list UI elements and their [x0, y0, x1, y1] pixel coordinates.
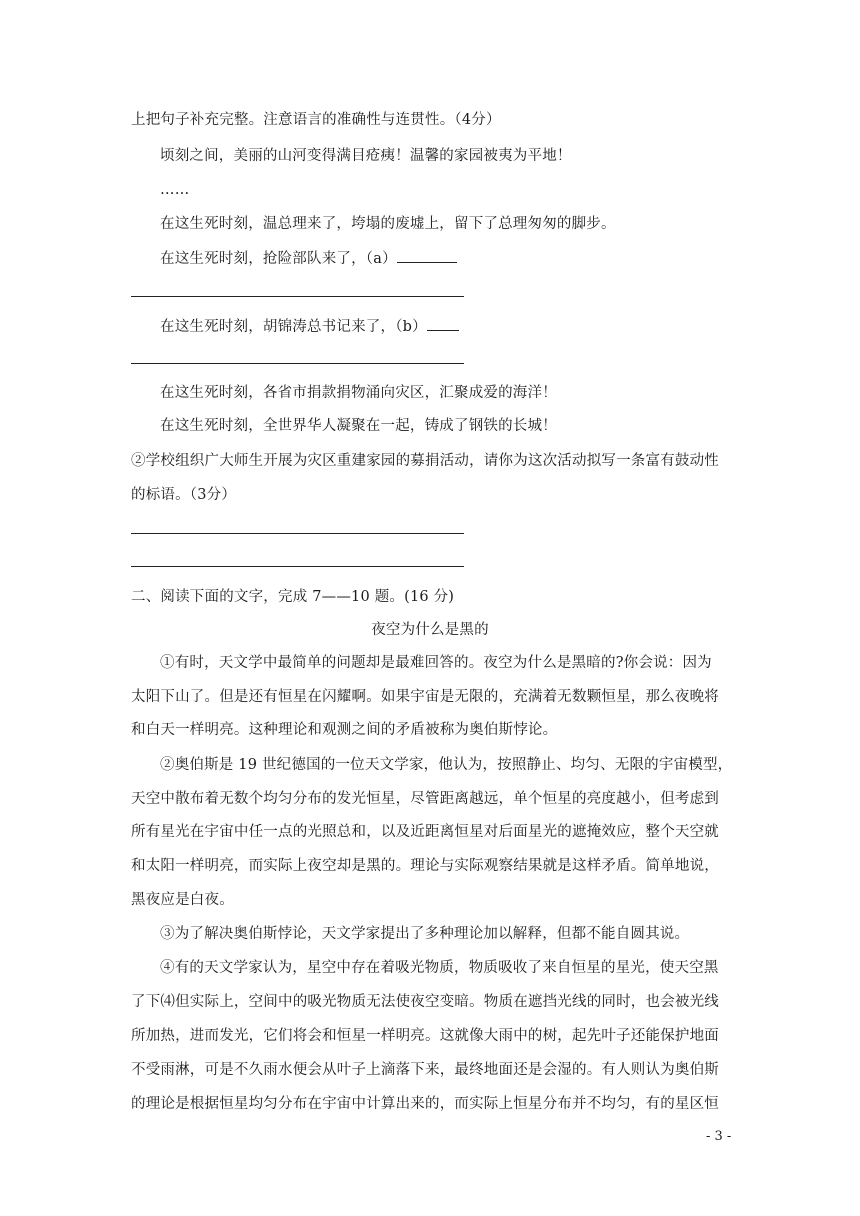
paragraph-3-line-1: ③为了解决奥伯斯悖论，天文学家提出了多种理论加以解释，但都不能自圆其说。 [160, 926, 690, 942]
question-2-line-2: 的标语。（3分） [131, 487, 237, 503]
article-title: 夜空为什么是黑的 [371, 622, 489, 638]
instruction-line: 上把句子补充完整。注意语言的准确性与连贯性。（4分） [131, 112, 501, 128]
poem-ellipsis: …… [160, 182, 190, 198]
question-2-line-1: ②学校组织广大师生开展为灾区重建家园的募捐活动，请你为这次活动拟写一条富有鼓动性 [131, 453, 719, 469]
paragraph-1-line-1: ①有时，天文学中最简单的问题却是最难回答的。夜空为什么是黑暗的?你会说：因为 [160, 655, 712, 671]
poem-line-1: 顷刻之间，美丽的山河变得满目疮痍！温馨的家园被夷为平地！ [160, 148, 572, 164]
poem-line-a [160, 248, 457, 269]
paragraph-2-line-2: 天空中散布着无数个均匀分布的发光恒星，尽管距离越远，单个恒星的亮度越小，但考虑到 [131, 791, 719, 807]
paragraph-1-line-2: 太阳下山了。但是还有恒星在闪耀啊。如果宇宙是无限的，充满着无数颗恒星，那么夜晚将 [131, 689, 719, 705]
poem-line-b [160, 316, 459, 337]
answer-blank-b-line[interactable] [131, 363, 464, 364]
poem-line-2: 在这生死时刻，温总理来了，垮塌的废墟上，留下了总理匆匆的脚步。 [160, 216, 616, 232]
answer-blank-b-inline[interactable] [427, 316, 459, 331]
paragraph-4-line-1: ④有的天文学家认为，星空中存在着吸光物质，物质吸收了来自恒星的星光，使天空黑 [160, 960, 719, 976]
poem-line-3: 在这生死时刻，各省市捐款捐物涌向灾区，汇聚成爱的海洋！ [160, 385, 557, 401]
poem-line-a-text: 在这生死时刻，抢险部队来了，（a） [160, 251, 397, 267]
paragraph-2-line-4: 和太阳一样明亮，而实际上夜空却是黑的。理论与实际观察结果就是这样矛盾。简单地说， [131, 858, 719, 874]
answer-slogan-line-1[interactable] [131, 533, 464, 534]
answer-blank-a-inline[interactable] [397, 248, 457, 263]
poem-line-b-text: 在这生死时刻，胡锦涛总书记来了，（b） [160, 319, 427, 335]
paragraph-4-line-4: 不受雨淋，可是不久雨水便会从叶子上滴落下来，最终地面还是会湿的。有人则认为奥伯斯 [131, 1062, 719, 1078]
poem-line-4: 在这生死时刻，全世界华人凝聚在一起，铸成了钢铁的长城！ [160, 418, 557, 434]
paragraph-2-line-3: 所有星光在宇宙中任一点的光照总和，以及近距离恒星对后面星光的遮掩效应，整个天空就 [131, 824, 719, 840]
paragraph-4-line-2: 了下⑷但实际上，空间中的吸光物质无法使夜空变暗。物质在遮挡光线的同时，也会被光线 [131, 994, 719, 1010]
paragraph-1-line-3: 和白天一样明亮。这种理论和观测之间的矛盾被称为奥伯斯悖论。 [131, 722, 558, 738]
paragraph-4-line-5: 的理论是根据恒星均匀分布在宇宙中计算出来的，而实际上恒星分布并不均匀，有的星区恒 [131, 1096, 719, 1112]
page-number: - 3 - [706, 1129, 732, 1144]
answer-slogan-line-2[interactable] [131, 566, 464, 567]
paragraph-4-line-3: 所加热，进而发光，它们将会和恒星一样明亮。这就像大雨中的树，起先叶子还能保护地面 [131, 1028, 719, 1044]
section-2-heading: 二、阅读下面的文字，完成 7——10 题。(16 分) [131, 589, 455, 605]
paragraph-2-line-5: 黑夜应是白夜。 [131, 892, 234, 908]
answer-blank-a-line[interactable] [131, 296, 464, 297]
paragraph-2-line-1: ②奥伯斯是 19 世纪德国的一位天文学家，他认为，按照静止、均匀、无限的宇宙模型， [160, 757, 733, 773]
